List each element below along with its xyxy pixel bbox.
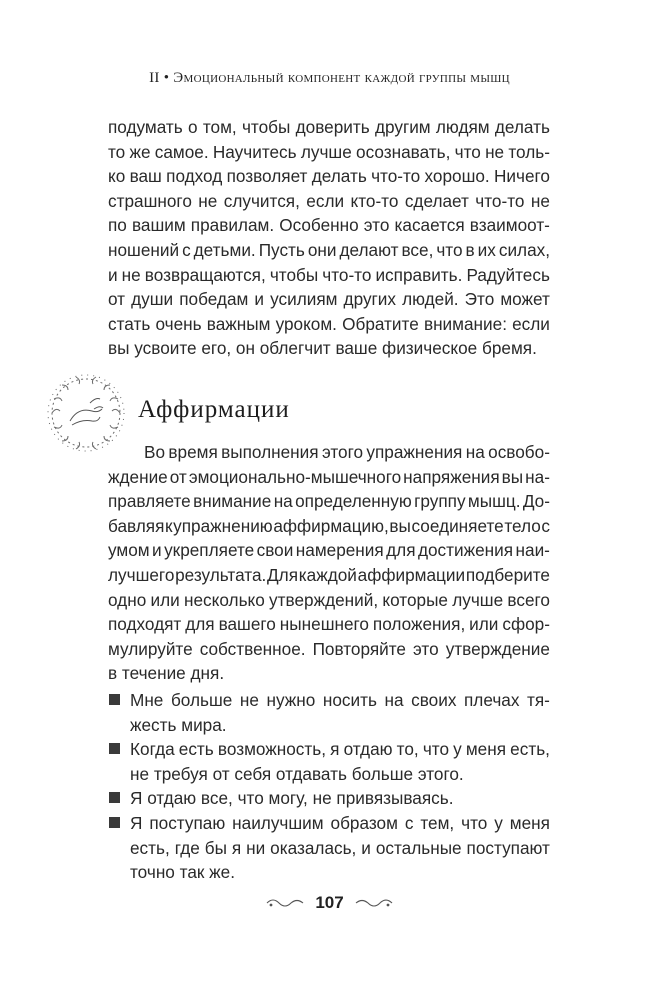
square-bullet-icon [109,694,120,705]
text-line: Во время выполнения этого упражнения на освобо- [144,442,550,462]
text-line: точно так же. [130,862,236,883]
text-line: бавляя к упражнению аффирмацию, вы соединяете тело с [108,515,550,536]
page-number: 107 [315,893,344,912]
text-line: есть, где бы я ни оказалась, и остальные поступают [130,837,550,858]
list-item [108,786,550,811]
text-line: ждение от эмоционально-мышечного напряжения вы на- [108,466,550,487]
affirmations-paragraph [108,440,550,686]
text-line: стать очень важным уроком. Обратите внимание: если [108,313,550,334]
text-line: подходят для вашего нынешнего положения, или сфор- [108,614,550,635]
square-bullet-icon [109,817,120,828]
text-line: умом и укрепляете свои намерения для достижения наи- [108,540,550,561]
text-line: Когда есть возможность, я отдаю то, что у меня есть, [130,739,550,760]
text-line: ношений с детьми. Пусть они делают все, что в их силах, [108,239,550,260]
list-item [108,688,550,737]
text-line: то же самое. Научитесь лучше осознавать, что не толь- [108,141,550,162]
text-line: и не возвращаются, чтобы что-то исправить. Радуйтесь [108,264,550,285]
text-line: лучшего результата. Для каждой аффирмации подберите [108,564,550,585]
text-line: по вашим правилам. Особенно это касается взаимоот- [108,215,550,236]
text-line: вы усвоите его, он облегчит ваше физическое бремя. [108,338,537,359]
square-bullet-icon [109,792,120,803]
text-line: жесть мира. [130,714,227,735]
text-line: от души победам и усилиям других людей. Это может [108,289,550,310]
text-line: страшного не случится, если кто-то сделает что-то не [108,190,550,211]
text-line: ко ваш подход позволяет делать что-то хорошо. Ничего [108,166,550,187]
text-line: Мне больше не нужно носить на своих плечах тя- [130,690,550,710]
list-item [108,811,550,885]
text-line: Я поступаю наилучшим образом с тем, что у меня [130,812,550,833]
running-head: II • Эмоциональный компонент каждой группы мышц [149,70,510,86]
flourish-icon [354,896,394,910]
square-bullet-icon [109,743,120,754]
text-line: правляете внимание на определенную группу мышц. До- [108,491,550,512]
text-line: в течение дня. [108,663,225,684]
section-heading: Аффирмации [138,396,290,423]
intro-paragraph [108,115,550,361]
text-line: подумать о том, чтобы доверить другим людям делать [108,117,550,137]
folio [0,893,659,913]
text-line: одно или несколько утверждений, которые лучше всего [108,589,550,610]
list-item [108,737,550,786]
affirmation-list [108,688,550,885]
text-line: не требуя от себя отдавать больше этого. [130,763,464,784]
text-line: мулируйте собственное. Повторяйте это утверждение [108,638,550,659]
flourish-icon [265,896,305,910]
text-line: Я отдаю все, что могу, не привязываясь. [130,788,454,809]
